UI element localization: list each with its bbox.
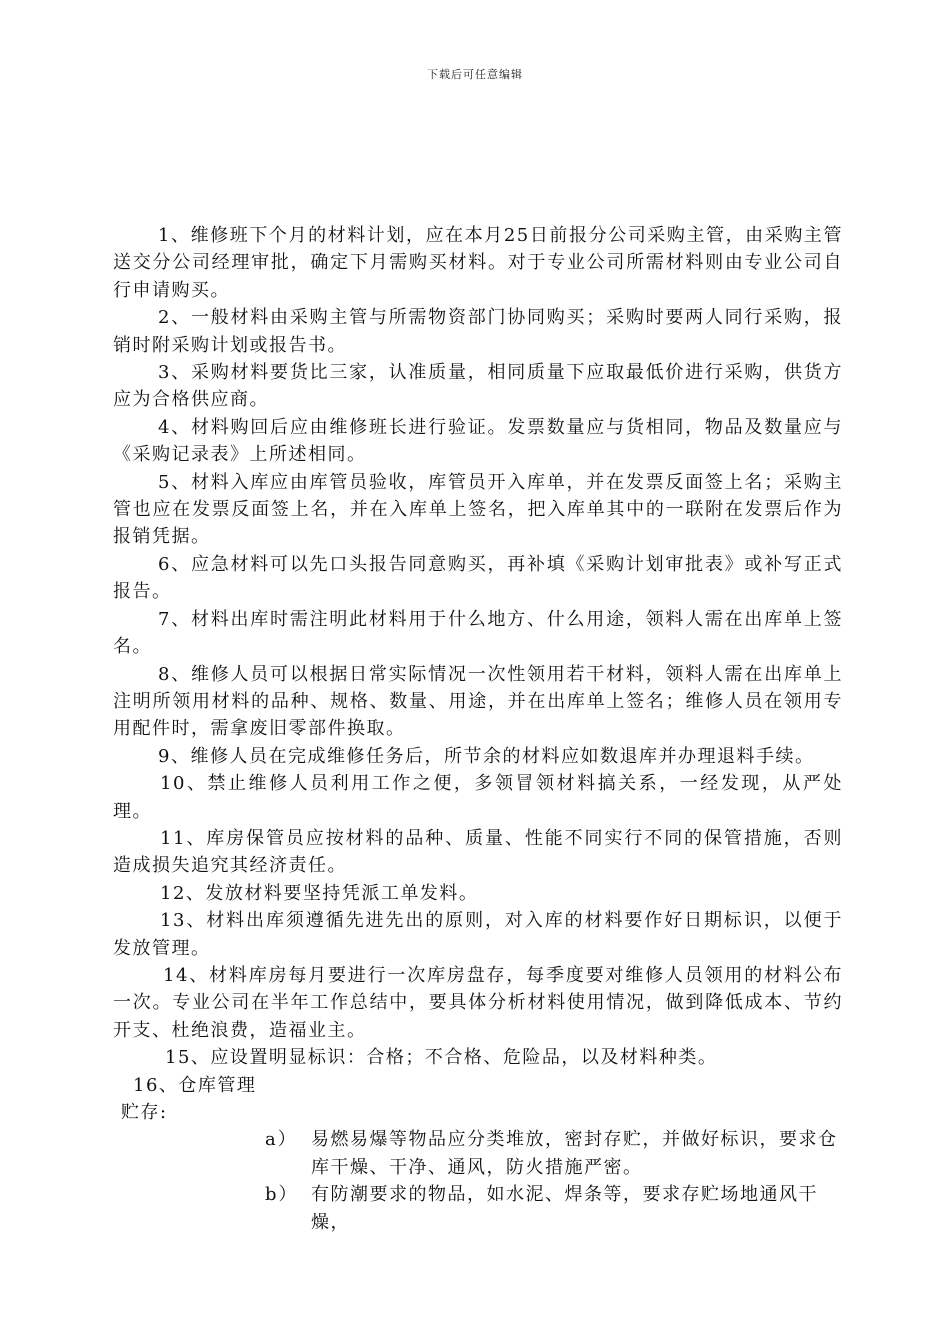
rule-paragraph-1: 1、维修班下个月的材料计划，应在本月25日前报分公司采购主管，由采购主管送交分公司经理审批，确定下月需购买材料。对于专业公司所需材料则由专业公司自行申请购买。	[113, 225, 843, 301]
rule-paragraph-5: 5、材料入库应由库管员验收，库管员开入库单，并在发票反面签上名；采购主管也应在发票反面签上名，并在入库单上签名，把入库单其中的一联附在发票后作为报销凭据。	[113, 471, 843, 548]
storage-item-b-marker: b）	[265, 1184, 299, 1206]
rule-paragraph-11: 11、库房保管员应按材料的品种、质量、性能不同实行不同的保管措施，否则造成损失追究其经济责任。	[113, 827, 843, 877]
storage-subtitle: 贮存:	[121, 1102, 168, 1123]
section-16-title: 16、仓库管理	[133, 1074, 257, 1096]
rule-paragraph-9: 9、维修人员在完成维修任务后，所节余的材料应如数退库并办理退料手续。	[158, 745, 815, 767]
storage-item-b-text: 有防潮要求的物品，如水泥、焊条等，要求存贮场地通风干燥，	[311, 1184, 818, 1233]
rule-paragraph-12: 12、发放材料要坚持凭派工单发料。	[160, 882, 479, 904]
document-body	[113, 222, 843, 1236]
rule-paragraph-10: 10、禁止维修人员利用工作之便，多领冒领材料搞关系，一经发现，从严处理。	[113, 773, 843, 822]
rule-paragraph-15: 15、应设置明显标识：合格；不合格、危险品，以及材料种类。	[165, 1047, 718, 1069]
rule-paragraph-6: 6、应急材料可以先口头报告同意购买，再补填《采购计划审批表》或补写正式报告。	[113, 553, 843, 603]
rule-paragraph-7: 7、材料出库时需注明此材料用于什么地方、什么用途，领料人需在出库单上签名。	[113, 608, 843, 658]
rule-paragraph-14: 14、材料库房每月要进行一次库房盘存，每季度要对维修人员领用的材料公布一次。专业公司在半年工作总结中，要具体分析材料使用情况，做到降低成本、节约开支、杜绝浪费，造福业主。	[113, 964, 843, 1041]
rule-paragraph-8: 8、维修人员可以根据日常实际情况一次性领用若干材料，领料人需在出库单上注明所领用材料的品种、规格、数量、用途，并在出库单上签名；维修人员在领用专用配件时，需拿废旧零部件换取。	[113, 663, 843, 740]
rule-paragraph-4: 4、材料购回后应由维修班长进行验证。发票数量应与货相同，物品及数量应与《采购记录表》上所述相同。	[113, 416, 843, 466]
rule-paragraph-13: 13、材料出库须遵循先进先出的原则，对入库的材料要作好日期标识，以便于发放管理。	[113, 910, 843, 959]
storage-item-b	[113, 1181, 843, 1236]
rule-paragraph-2: 2、一般材料由采购主管与所需物资部门协同购买；采购时要两人同行采购，报销时附采购计划或报告书。	[113, 307, 843, 356]
page-header-note: 下载后可任意编辑	[427, 68, 523, 81]
rule-paragraph-3: 3、采购材料要货比三家，认准质量，相同质量下应取最低价进行采购，供货方应为合格供应商。	[113, 362, 843, 411]
storage-item-a-text: 易燃易爆等物品应分类堆放，密封存贮，并做好标识，要求仓库干燥、干净、通风，防火措施严密。	[311, 1129, 838, 1178]
storage-item-a	[113, 1126, 843, 1181]
storage-item-a-marker: a）	[265, 1129, 298, 1151]
